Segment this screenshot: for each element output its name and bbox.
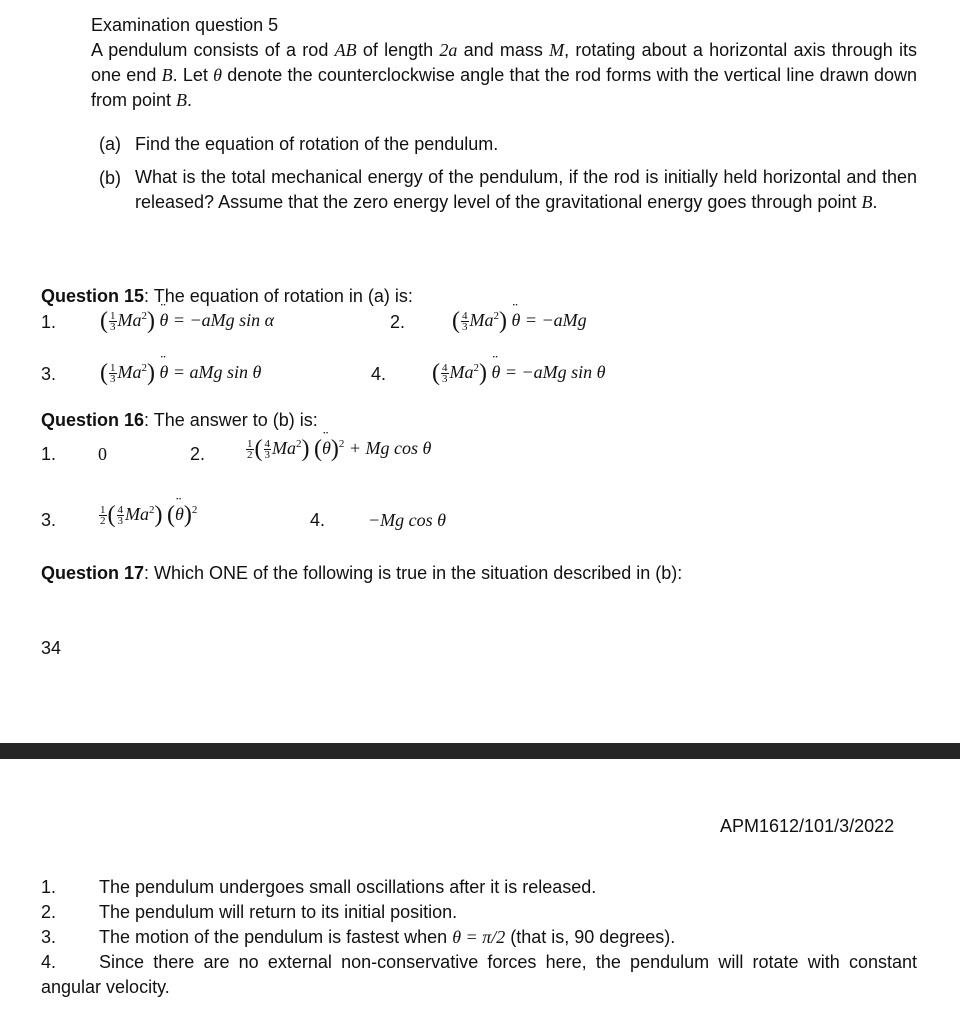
frac-1-2: $\frac{1}{2}$ [100,504,106,528]
exam-question-block [91,13,917,113]
theta-ddot: ¨ θ [160,362,169,383]
math-theta-pi2: θ = π/2 [452,927,506,947]
math-B-3: B [861,192,873,212]
frac-4-3: $\frac{4}{3}$ [264,438,270,462]
math-2a: 2a [439,40,458,60]
q15-option-2-number: 2. [390,312,406,332]
q15-option-4-formula: ( $\frac{4}{3}$ Ma$^2$) ¨ θ = −aMg sin θ [432,360,605,387]
exam-title: Examination question 5 [91,15,279,35]
frac-1-2: $\frac{1}{2}$ [247,438,253,462]
exam-intro [91,38,917,113]
q17-option-1-number: 1. [41,877,57,897]
theta-ddot: ¨ θ [175,504,184,525]
frac-4-3: $\frac{4}{3}$ [462,310,468,334]
q15-title-bold: Question 15 [41,286,145,306]
part-b-label: (b) [99,168,121,188]
q16-option-4-formula: −Mg cos θ [368,510,446,530]
paren: ( [100,308,108,334]
q17-option-3-text-a: The motion of the pendulum is fastest when [99,927,453,947]
q17-option-4-number: 4. [41,952,57,972]
q17-title [41,563,682,584]
math-B: B [161,65,173,85]
q17-title-bold: Question 17 [41,563,145,583]
q16-title-rest: : The answer to (b) is: [144,410,318,430]
document-code: APM1612/101/3/2022 [720,816,895,836]
frac-1-3: $\frac{1}{3}$ [110,362,116,386]
q17-option-3-text-b: (that is, 90 degrees). [505,927,676,947]
frac-4-3: $\frac{4}{3}$ [117,504,123,528]
math-AB: AB [334,40,357,60]
intro-text-1: A pendulum consists of a rod [91,40,335,60]
math-theta: θ [213,65,222,85]
theta-ddot: ¨ θ [492,362,501,383]
part-b-text [135,165,917,215]
part-a-label: (a) [99,134,121,154]
q16-option-2-formula: $\frac{1}{2}$ ( $\frac{4}{3}$ Ma$^2$) (¨ θ)$^2$ + Mg cos θ [245,436,431,463]
page-number: 34 [41,638,62,658]
q16-option-3-number: 3. [41,510,57,530]
q15-option-4-number: 4. [371,364,387,384]
part-b-body: What is the total mechanical energy of the pendulum, if the rod is initially held horizontal and then released? Assume that the zero energy level of the gravitational energy goes through point [135,167,917,212]
intro-text-2: of length [356,40,440,60]
q15-title-rest: : The equation of rotation in (a) is: [144,286,413,306]
q15-title [41,286,413,307]
theta-ddot: ¨ θ [512,310,521,331]
q17-option-4 [41,950,917,1000]
q16-option-2-number: 2. [190,444,206,464]
intro-text-7: . [187,90,193,110]
intro-text-6: denote the counterclockwise angle that the rod forms with the vertical line drawn down from point [91,65,917,110]
q17-option-3-number: 3. [41,927,57,947]
theta-ddot: ¨ θ [322,438,331,459]
q17-option-4-text: Since there are no external non-conservative forces here, the pendulum will rotate with constant angular velocity. [41,952,917,997]
q15-option-3-number: 3. [41,364,57,384]
q16-option-1-number: 1. [41,444,57,464]
q17-option-3-text [99,927,675,948]
math-B-2: B [176,90,188,110]
q16-option-1-formula: 0 [98,444,107,464]
q15-option-3-formula: ( $\frac{1}{3}$ Ma$^2$) ¨ θ = aMg sin θ [100,360,261,387]
q15-option-1-number: 1. [41,312,57,332]
q17-option-1-text: The pendulum undergoes small oscillations after it is released. [99,877,597,897]
intro-text-5: . Let [172,65,214,85]
page-break-divider [0,743,960,759]
q16-option-3-formula: $\frac{1}{2}$ ( $\frac{4}{3}$ Ma$^2$) (¨ θ)$^2$ [98,502,197,529]
q16-title [41,410,318,431]
intro-text-4: , rotating about a horizontal axis through its one end [91,40,918,85]
math-M: M [549,40,565,60]
intro-text-3: and mass [457,40,550,60]
q17-option-2-number: 2. [41,902,57,922]
part-a-text: Find the equation of rotation of the pendulum. [135,134,499,154]
q16-option-4-number: 4. [310,510,326,530]
q16-title-bold: Question 16 [41,410,145,430]
frac-1-3: $\frac{1}{3}$ [110,310,116,334]
frac-4-3: $\frac{4}{3}$ [442,362,448,386]
part-b-end: . [872,192,878,212]
q17-title-rest: : Which ONE of the following is true in the situation described in (b): [144,563,683,583]
q15-option-2-formula: ( $\frac{4}{3}$ Ma$^2$) ¨ θ = −aMg [452,308,587,335]
theta-ddot: ¨ θ [160,310,169,331]
q17-option-2-text: The pendulum will return to its initial position. [99,902,458,922]
q15-option-1-formula: ( $\frac{1}{3}$ Ma$^2$) ¨ θ = −aMg sin α [100,308,274,335]
